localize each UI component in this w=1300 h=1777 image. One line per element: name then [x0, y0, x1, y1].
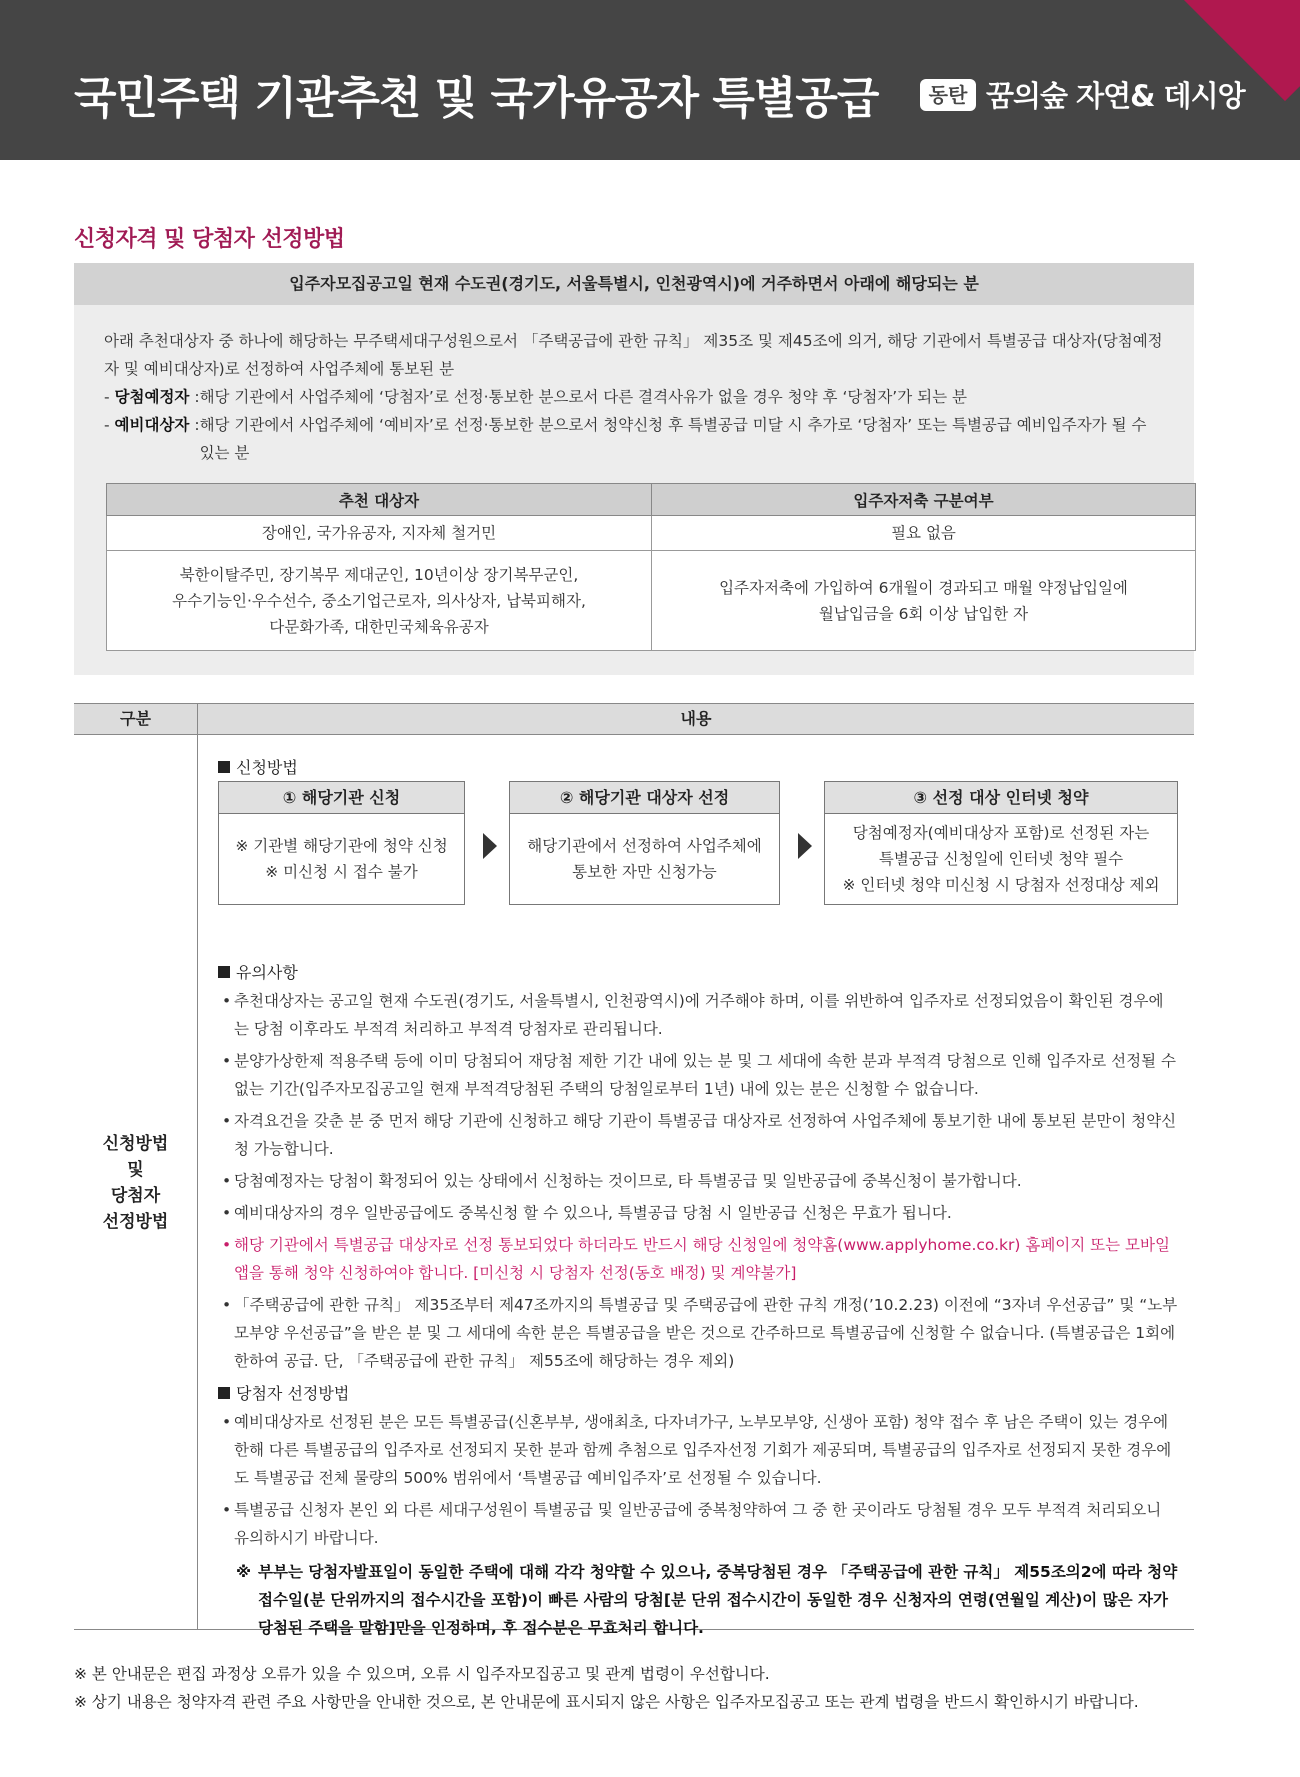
list-item: • 「주택공급에 관한 규칙」 제35조부터 제47조까지의 특별공급 및 주택공급에 관한 규칙 개정(’10.2.23) 이전에 “3자녀 우선공급” 및 “노부모부양 우선공급”을 받은 분 및 그 세대에 속한 분은 특별공급을 받은 것으로 간주하므로 특별공급에 신청할 수 없습니다. (특별공급은 1회에 한하여 공급. 단, 「주택공급에 관한 규칙」 제55조에 해당하는 경우 제외) — [218, 1291, 1178, 1375]
table-row — [107, 516, 1196, 551]
selection-heading — [218, 1381, 1178, 1404]
cell-line: 월납입금을 6회 이상 납입한 자 — [818, 604, 1029, 623]
step-title: ② 해당기관 대상자 선정 — [510, 782, 779, 814]
selection-heading-text: 당첨자 선정방법 — [236, 1384, 350, 1403]
step-title: ① 해당기관 신청 — [219, 782, 464, 814]
step-line: ※ 미신청 시 접수 불가 — [265, 863, 418, 881]
table-header-row — [107, 484, 1196, 516]
winner-sep: : — [189, 388, 200, 406]
list-item: • 예비대상자의 경우 일반공급에도 중복신청 할 수 있으나, 특별공급 당첨 시 일반공급 신청은 무효가 됩니다. — [218, 1199, 1178, 1227]
cell-line: 입주자저축에 가입하여 6개월이 경과되고 매월 약정납입일에 — [719, 578, 1128, 597]
winner-label: 당첨예정자 — [114, 388, 190, 406]
table-cell — [107, 551, 652, 651]
step-title: ③ 선정 대상 인터넷 청약 — [825, 782, 1177, 814]
reserve-sep: : — [189, 416, 200, 434]
reserve-text: 해당 기관에서 사업주체에 ‘예비자’로 선정·통보한 분으로서 청약신청 후 특별공급 미달 시 추가로 ‘당첨자’ 또는 특별공급 예비입주자가 될 수 있는 분 — [199, 416, 1147, 462]
column-header-content: 내용 — [680, 709, 712, 728]
step-body — [219, 814, 464, 904]
label-line: 당첨자 — [110, 1185, 161, 1206]
step-line: ※ 인터넷 청약 미신청 시 당첨자 선정대상 제외 — [842, 876, 1160, 894]
step-line: 통보한 자만 신청가능 — [572, 863, 717, 881]
step-1-box — [218, 781, 465, 905]
bullet-icon: • — [222, 1501, 232, 1519]
qualification-body — [74, 305, 1194, 467]
row-category-label — [74, 735, 198, 1630]
notes-section — [218, 960, 1178, 1642]
list-item: • 특별공급 신청자 본인 외 다른 세대구성원이 특별공급 및 일반공급에 중복청약하여 그 중 한 곳이라도 당첨될 경우 모두 부적격 처리되오니 유의하시기 바랍니다. — [218, 1496, 1178, 1552]
table-header: 입주자저축 구분여부 — [652, 484, 1196, 516]
step-line: 특별공급 신청일에 인터넷 청약 필수 — [878, 850, 1124, 868]
step-body — [510, 814, 779, 904]
list-item: • 당첨예정자는 당첨이 확정되어 있는 상태에서 신청하는 것이므로, 타 특별공급 및 일반공급에 중복신청이 불가합니다. — [218, 1167, 1178, 1195]
bullet-icon: • — [222, 1236, 232, 1254]
table-cell: 장애인, 국가유공자, 지자체 철거민 — [107, 516, 652, 551]
bullet-icon: • — [222, 1112, 232, 1130]
winner-prefix: - — [104, 388, 115, 406]
reserve-label: 예비대상자 — [114, 416, 190, 434]
step-line: ※ 기관별 해당기관에 청약 신청 — [235, 837, 448, 855]
bullet-icon: • — [222, 1413, 232, 1431]
main-table-header — [74, 703, 1194, 735]
label-line: 및 — [127, 1159, 144, 1180]
column-header-category: 구분 — [74, 704, 198, 734]
cautions-heading-text: 유의사항 — [236, 963, 298, 982]
cell-line: 북한이탈주민, 장기복무 제대군인, 10년이상 장기복무군인, — [179, 565, 579, 584]
bullet-icon: • — [222, 1172, 232, 1190]
bullet-icon: • — [222, 1296, 232, 1314]
bold-note: ※ 부부는 당첨자발표일이 동일한 주택에 대해 각각 청약할 수 있으나, 중복당첨된 경우 「주택공급에 관한 규칙」 제55조의2에 따라 청약접수일(분 단위까지의 접수시간을 포함)이 빠른 사람의 당첨[분 단위 접수시간이 동일한 경우 신청자의 연령(연월일 계산)이 많은 자가 당첨된 주택을 말함]만을 인정하며, 후 접수분은 무효처리 합니다. — [218, 1558, 1178, 1642]
list-item: • 자격요건을 갖춘 분 중 먼저 해당 기관에 신청하고 해당 기관이 특별공급 대상자로 선정하여 사업주체에 통보기한 내에 통보된 분만이 청약신청 가능합니다. — [218, 1107, 1178, 1163]
list-item: • 예비대상자로 선정된 분은 모든 특별공급(신혼부부, 생애최초, 다자녀가구, 노부모부양, 신생아 포함) 청약 접수 후 남은 주택이 있는 경우에 한해 다른 특별공급의 입주자로 선정되지 못한 분과 함께 추첨으로 입주자선정 기회가 제공되며, 특별공급의 입주자로 선정되지 못한 경우에도 특별공급 전체 물량의 500% 범위에서 ‘특별공급 예비입주자’로 선정될 수 있습니다. — [218, 1408, 1178, 1492]
highlight-list-item: • 해당 기관에서 특별공급 대상자로 선정 통보되었다 하더라도 반드시 해당 신청일에 청약홈(www.applyhome.co.kr) 홈페이지 또는 모바일앱을 통해 청약 신청하여야 합니다. [미신청 시 당첨자 선정(동호 배정) 및 계약불가] — [218, 1231, 1178, 1287]
step-2-box — [509, 781, 780, 905]
reserve-prefix: - — [104, 416, 115, 434]
qualification-box — [74, 263, 1194, 675]
table-row — [107, 551, 1196, 651]
main-table — [74, 703, 1194, 1637]
label-line: 선정방법 — [102, 1211, 169, 1232]
footer-line: ※ 본 안내문은 편집 과정상 오류가 있을 수 있으며, 오류 시 입주자모집공고 및 관계 법령이 우선합니다. — [74, 1665, 770, 1683]
cautions-heading — [218, 960, 1178, 983]
section-title: 신청자격 및 당첨자 선정방법 — [74, 227, 345, 252]
cell-line: 다문화가족, 대한민국체육유공자 — [269, 617, 489, 636]
winner-text: 해당 기관에서 사업주체에 ‘당첨자’로 선정·통보한 분으로서 다른 결격사유가 없을 경우 청약 후 ‘당첨자’가 되는 분 — [199, 388, 967, 406]
step-body — [825, 814, 1177, 904]
process-steps — [218, 781, 1178, 905]
square-bullet-icon — [218, 1387, 230, 1399]
arrow-right-icon — [483, 833, 497, 859]
list-item: • 추천대상자는 공고일 현재 수도권(경기도, 서울특별시, 인천광역시)에 거주해야 하며, 이를 위반하여 입주자로 선정되었음이 확인된 경우에는 당첨 이후라도 부적격 처리하고 부적격 당첨자로 관리됩니다. — [218, 987, 1178, 1043]
footer-line: ※ 상기 내용은 청약자격 관련 주요 사항만을 안내한 것으로, 본 안내문에 표시되지 않은 사항은 입주자모집공고 또는 관계 법령을 반드시 확인하시기 바랍니다. — [74, 1693, 1139, 1711]
qualification-intro: 아래 추천대상자 중 하나에 해당하는 무주택세대구성원으로서 「주택공급에 관한 규칙」 제35조 및 제45조에 의거, 해당 기관에서 특별공급 대상자(당첨예정자 및 예비대상자)로 선정하여 사업주체에 통보된 분 — [104, 332, 1163, 378]
step-line: 해당기관에서 선정하여 사업주체에 — [527, 837, 762, 855]
table-header: 추천 대상자 — [107, 484, 652, 516]
method-heading — [218, 755, 298, 778]
list-item: • 분양가상한제 적용주택 등에 이미 당첨되어 재당첨 제한 기간 내에 있는 분 및 그 세대에 속한 분과 부적격 당첨으로 인해 입주자로 선정될 수 없는 기간(입주자모집공고일 현재 부적격당첨된 주택의 당첨일로부터 1년) 내에 있는 분은 신청할 수 없습니다. — [218, 1047, 1178, 1103]
page-title: 국민주택 기관추천 및 국가유공자 특별공급 — [74, 73, 879, 124]
reference-mark-icon: ※ — [236, 1563, 252, 1581]
reserve-row — [104, 411, 1164, 467]
table-cell — [652, 551, 1196, 651]
bullet-icon: • — [222, 1204, 232, 1222]
step-line: 당첨예정자(예비대상자 포함)로 선정된 자는 — [852, 824, 1150, 842]
footer-notes — [74, 1660, 1234, 1716]
location-badge: 동탄 — [920, 79, 976, 111]
main-table-body — [74, 735, 1194, 1637]
recommendation-table — [106, 483, 1196, 651]
winner-row — [104, 383, 1164, 411]
table-cell: 필요 없음 — [652, 516, 1196, 551]
method-heading-text: 신청방법 — [236, 758, 298, 777]
complex-name: 꿈의숲 자연& 데시앙 — [986, 79, 1245, 113]
cell-line: 우수기능인·우수선수, 중소기업근로자, 의사상자, 납북피해자, — [172, 591, 586, 610]
square-bullet-icon — [218, 761, 230, 773]
arrow-right-icon — [798, 833, 812, 859]
bullet-icon: • — [222, 1052, 232, 1070]
label-line: 신청방법 — [102, 1133, 169, 1154]
bullet-icon: • — [222, 992, 232, 1010]
step-3-box — [824, 781, 1178, 905]
qualification-head: 입주자모집공고일 현재 수도권(경기도, 서울특별시, 인천광역시)에 거주하면서 아래에 해당되는 분 — [74, 263, 1194, 305]
square-bullet-icon — [218, 966, 230, 978]
header-banner — [0, 0, 1300, 160]
